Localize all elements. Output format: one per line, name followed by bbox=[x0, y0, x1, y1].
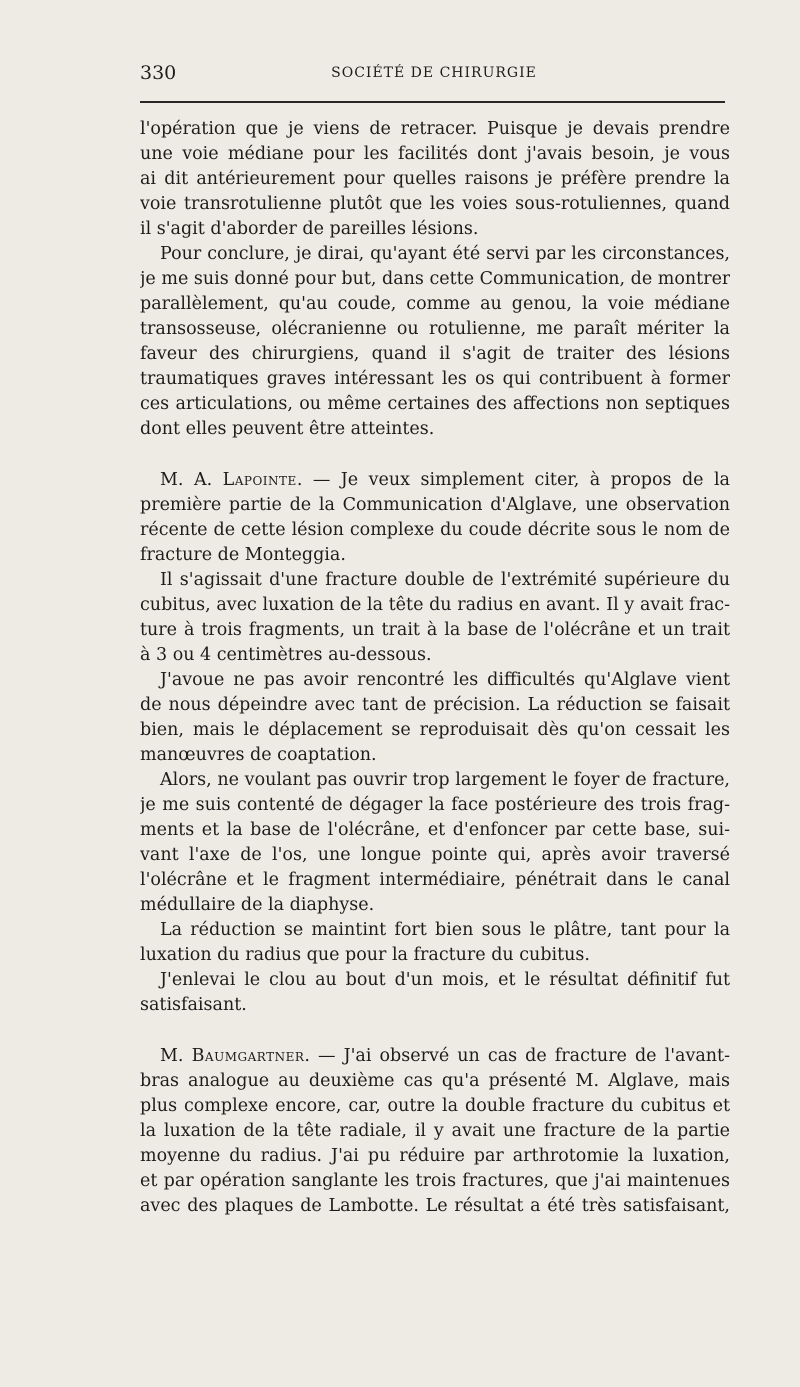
text-line: La réduction se maintint fort bien sous le plâtre, tant pour la bbox=[160, 920, 730, 940]
text-line: récente de cette lésion complexe du coude décrite sous le nom de bbox=[140, 520, 730, 540]
running-title: SOCIÉTÉ DE CHIRURGIE bbox=[331, 65, 537, 81]
speaker-prefix: M. A. bbox=[160, 470, 223, 490]
page-number: 330 bbox=[140, 62, 177, 84]
text-line: J'enlevai le clou au bout d'un mois, et le résultat définitif fut bbox=[160, 970, 730, 990]
text-line: voie transrotulienne plutôt que les voies sous-rotuliennes, quand bbox=[140, 194, 730, 214]
speaker-prefix: M. bbox=[160, 1046, 192, 1066]
text-line: vant l'axe de l'os, une longue pointe qui, après avoir traversé bbox=[140, 845, 730, 865]
text-line: traumatiques graves intéressant les os qui contribuent à former bbox=[140, 369, 730, 389]
text-line: de nous dépeindre avec tant de précision. La réduction se faisait bbox=[140, 695, 730, 715]
text-line: et par opération sanglante les trois fractures, que j'ai maintenues bbox=[140, 1171, 730, 1191]
paragraph bbox=[140, 768, 730, 918]
text-line: plus complexe encore, car, outre la double fracture du cubitus et bbox=[140, 1096, 730, 1116]
text-line: première partie de la Communication d'Alglave, une observation bbox=[140, 495, 730, 515]
text-line: médullaire de la diaphyse. bbox=[140, 895, 375, 915]
text-line: une voie médiane pour les facilités dont j'avais besoin, je vous bbox=[140, 144, 730, 164]
text-line: moyenne du radius. J'ai pu réduire par arthrotomie la luxation, bbox=[140, 1146, 730, 1166]
text-line: avec des plaques de Lambotte. Le résultat a été très satisfaisant, bbox=[140, 1196, 730, 1216]
page-header bbox=[140, 62, 728, 88]
text-line: la luxation de la tête radiale, il y avait une fracture de la partie bbox=[140, 1121, 730, 1141]
text-line: Pour conclure, je dirai, qu'ayant été servi par les circonstances, bbox=[160, 244, 730, 264]
header-rule bbox=[140, 101, 725, 103]
speaker-line-rest: . — Je veux simplement citer, à propos de la bbox=[296, 470, 730, 490]
text-line: je me suis contenté de dégager la face postérieure des trois frag- bbox=[140, 795, 730, 815]
text-line: dont elles peuvent être atteintes. bbox=[140, 419, 435, 439]
text-line: ai dit antérieurement pour quelles raisons je préfère prendre la bbox=[140, 169, 730, 189]
text-line: Alors, ne voulant pas ouvrir trop largement le foyer de fracture, bbox=[160, 770, 730, 790]
text-line bbox=[140, 468, 730, 493]
paragraph bbox=[140, 968, 730, 1018]
text-line: manœuvres de coaptation. bbox=[140, 745, 377, 765]
paragraph bbox=[140, 568, 730, 668]
text-line: ture à trois fragments, un trait à la base de l'olécrâne et un trait bbox=[140, 620, 730, 640]
section-gap bbox=[140, 442, 730, 468]
paragraph bbox=[140, 117, 730, 242]
text-line: à 3 ou 4 centimètres au-dessous. bbox=[140, 645, 432, 665]
paragraph-baumgartner bbox=[140, 1044, 730, 1219]
body-text bbox=[140, 117, 730, 1219]
paragraph bbox=[140, 918, 730, 968]
text-line: bras analogue au deuxième cas qu'a présenté M. Alglave, mais bbox=[140, 1071, 730, 1091]
speaker-name: Lapointe bbox=[222, 470, 297, 490]
text-line: ments et la base de l'olécrâne, et d'enfoncer par cette base, sui- bbox=[140, 820, 730, 840]
text-line: cubitus, avec luxation de la tête du radius en avant. Il y avait frac- bbox=[140, 595, 730, 615]
paragraph-lapointe bbox=[140, 468, 730, 568]
text-line: l'olécrâne et le fragment intermédiaire, pénétrait dans le canal bbox=[140, 870, 730, 890]
text-line: ces articulations, ou même certaines des affections non septiques bbox=[140, 394, 730, 414]
text-line: je me suis donné pour but, dans cette Communication, de montrer bbox=[140, 269, 730, 289]
text-line bbox=[140, 1044, 730, 1069]
text-line: satisfaisant. bbox=[140, 995, 247, 1015]
speaker-line-rest: . — J'ai observé un cas de fracture de l'avant- bbox=[304, 1046, 730, 1066]
speaker-name: Baumgartner bbox=[191, 1046, 305, 1066]
text-line: parallèlement, qu'au coude, comme au genou, la voie médiane bbox=[140, 294, 730, 314]
text-line: il s'agit d'aborder de pareilles lésions. bbox=[140, 219, 479, 239]
text-line: Il s'agissait d'une fracture double de l'extrémité supérieure du bbox=[160, 570, 730, 590]
section-gap bbox=[140, 1018, 730, 1044]
text-line: faveur des chirurgiens, quand il s'agit de traiter des lésions bbox=[140, 344, 730, 364]
text-line: transosseuse, olécranienne ou rotulienne, me paraît mériter la bbox=[140, 319, 730, 339]
text-line: J'avoue ne pas avoir rencontré les difficultés qu'Alglave vient bbox=[160, 670, 730, 690]
paragraph bbox=[140, 668, 730, 768]
text-line: bien, mais le déplacement se reproduisait dès qu'on cessait les bbox=[140, 720, 730, 740]
text-line: fracture de Monteggia. bbox=[140, 545, 346, 565]
text-line: luxation du radius que pour la fracture du cubitus. bbox=[140, 945, 590, 965]
text-line: l'opération que je viens de retracer. Puisque je devais prendre bbox=[140, 119, 730, 139]
paragraph bbox=[140, 242, 730, 442]
